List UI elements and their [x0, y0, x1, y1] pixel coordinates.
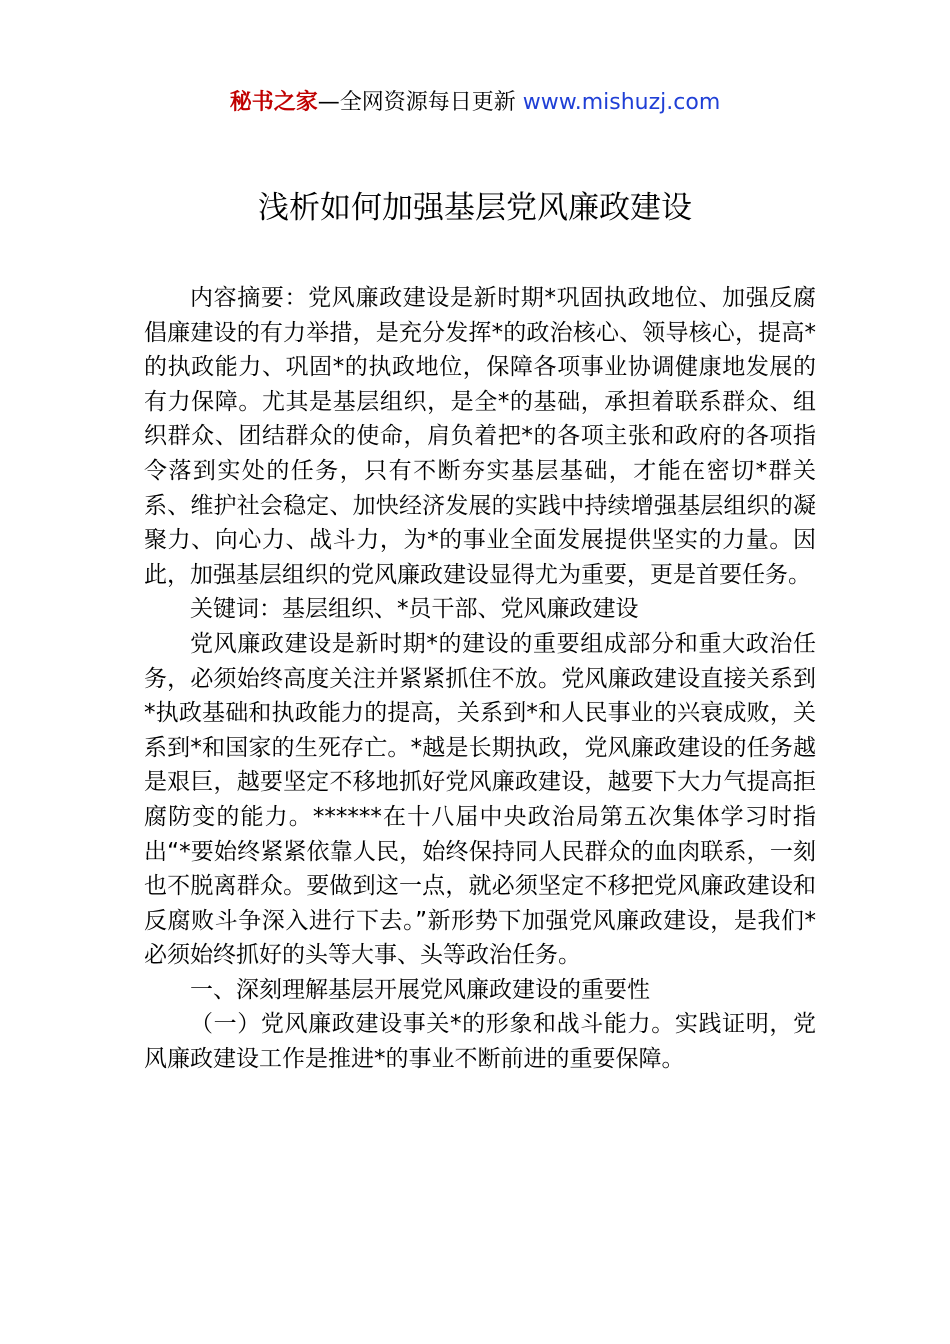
document-title: 浅析如何加强基层党风廉政建设 — [258, 190, 692, 226]
abstract-paragraph: 内容摘要：党风廉政建设是新时期*巩固执政地位、加强反腐倡廉建设的有力举措，是充分发挥*的政治核心、领导核心，提高*的执政能力、巩固*的执政地位，保障各项事业协调健康地发展的有力保障。尤其是基层组织，是全*的基础，承担着联系群众、组织群众、团结群众的使命，肩负着把*的各项主张和政府的各项指令落到实处的任务，只有不断夯实基层基础，才能在密切*群关系、维护社会稳定、加快经济发展的实践中持续增强基层组织的凝聚力、向心力、战斗力，为*的事业全面发展提供坚实的力量。因此，加强基层组织的党风廉政建设显得尤为重要，更是首要任务。 — [144, 285, 816, 588]
document-body — [144, 281, 816, 1077]
keywords-paragraph: 关键词：基层组织、*员干部、党风廉政建设 — [190, 596, 639, 623]
brand-name: 秘书之家 — [229, 90, 318, 115]
section-heading: 一、深刻理解基层开展党风廉政建设的重要性 — [190, 976, 650, 1003]
header-tagline: —全网资源每日更新 — [317, 90, 523, 115]
site-url-link[interactable]: www.mishuzj.com — [522, 90, 721, 115]
site-header — [0, 86, 950, 120]
subsection-paragraph: （一）党风廉政建设事关*的形象和战斗能力。实践证明，党风廉政建设工作是推进*的事业不断前进的重要保障。 — [144, 1011, 816, 1073]
intro-paragraph: 党风廉政建设是新时期*的建设的重要组成部分和重大政治任务，必须始终高度关注并紧紧抓住不放。党风廉政建设直接关系到*执政基础和执政能力的提高，关系到*和人民事业的兴衰成败，关系到*和国家的生死存亡。*越是长期执政，党风廉政建设的任务越是艰巨，越要坚定不移地抓好党风廉政建设，越要下大力气提高拒腐防变的能力。******在十八届中央政治局第五次集体学习时指出“*要始终紧紧依靠人民，始终保持同人民群众的血肉联系，一刻也不脱离群众。要做到这一点，就必须坚定不移把党风廉政建设和反腐败斗争深入进行下去。”新形势下加强党风廉政建设，是我们*必须始终抓好的头等大事、头等政治任务。 — [144, 630, 816, 969]
